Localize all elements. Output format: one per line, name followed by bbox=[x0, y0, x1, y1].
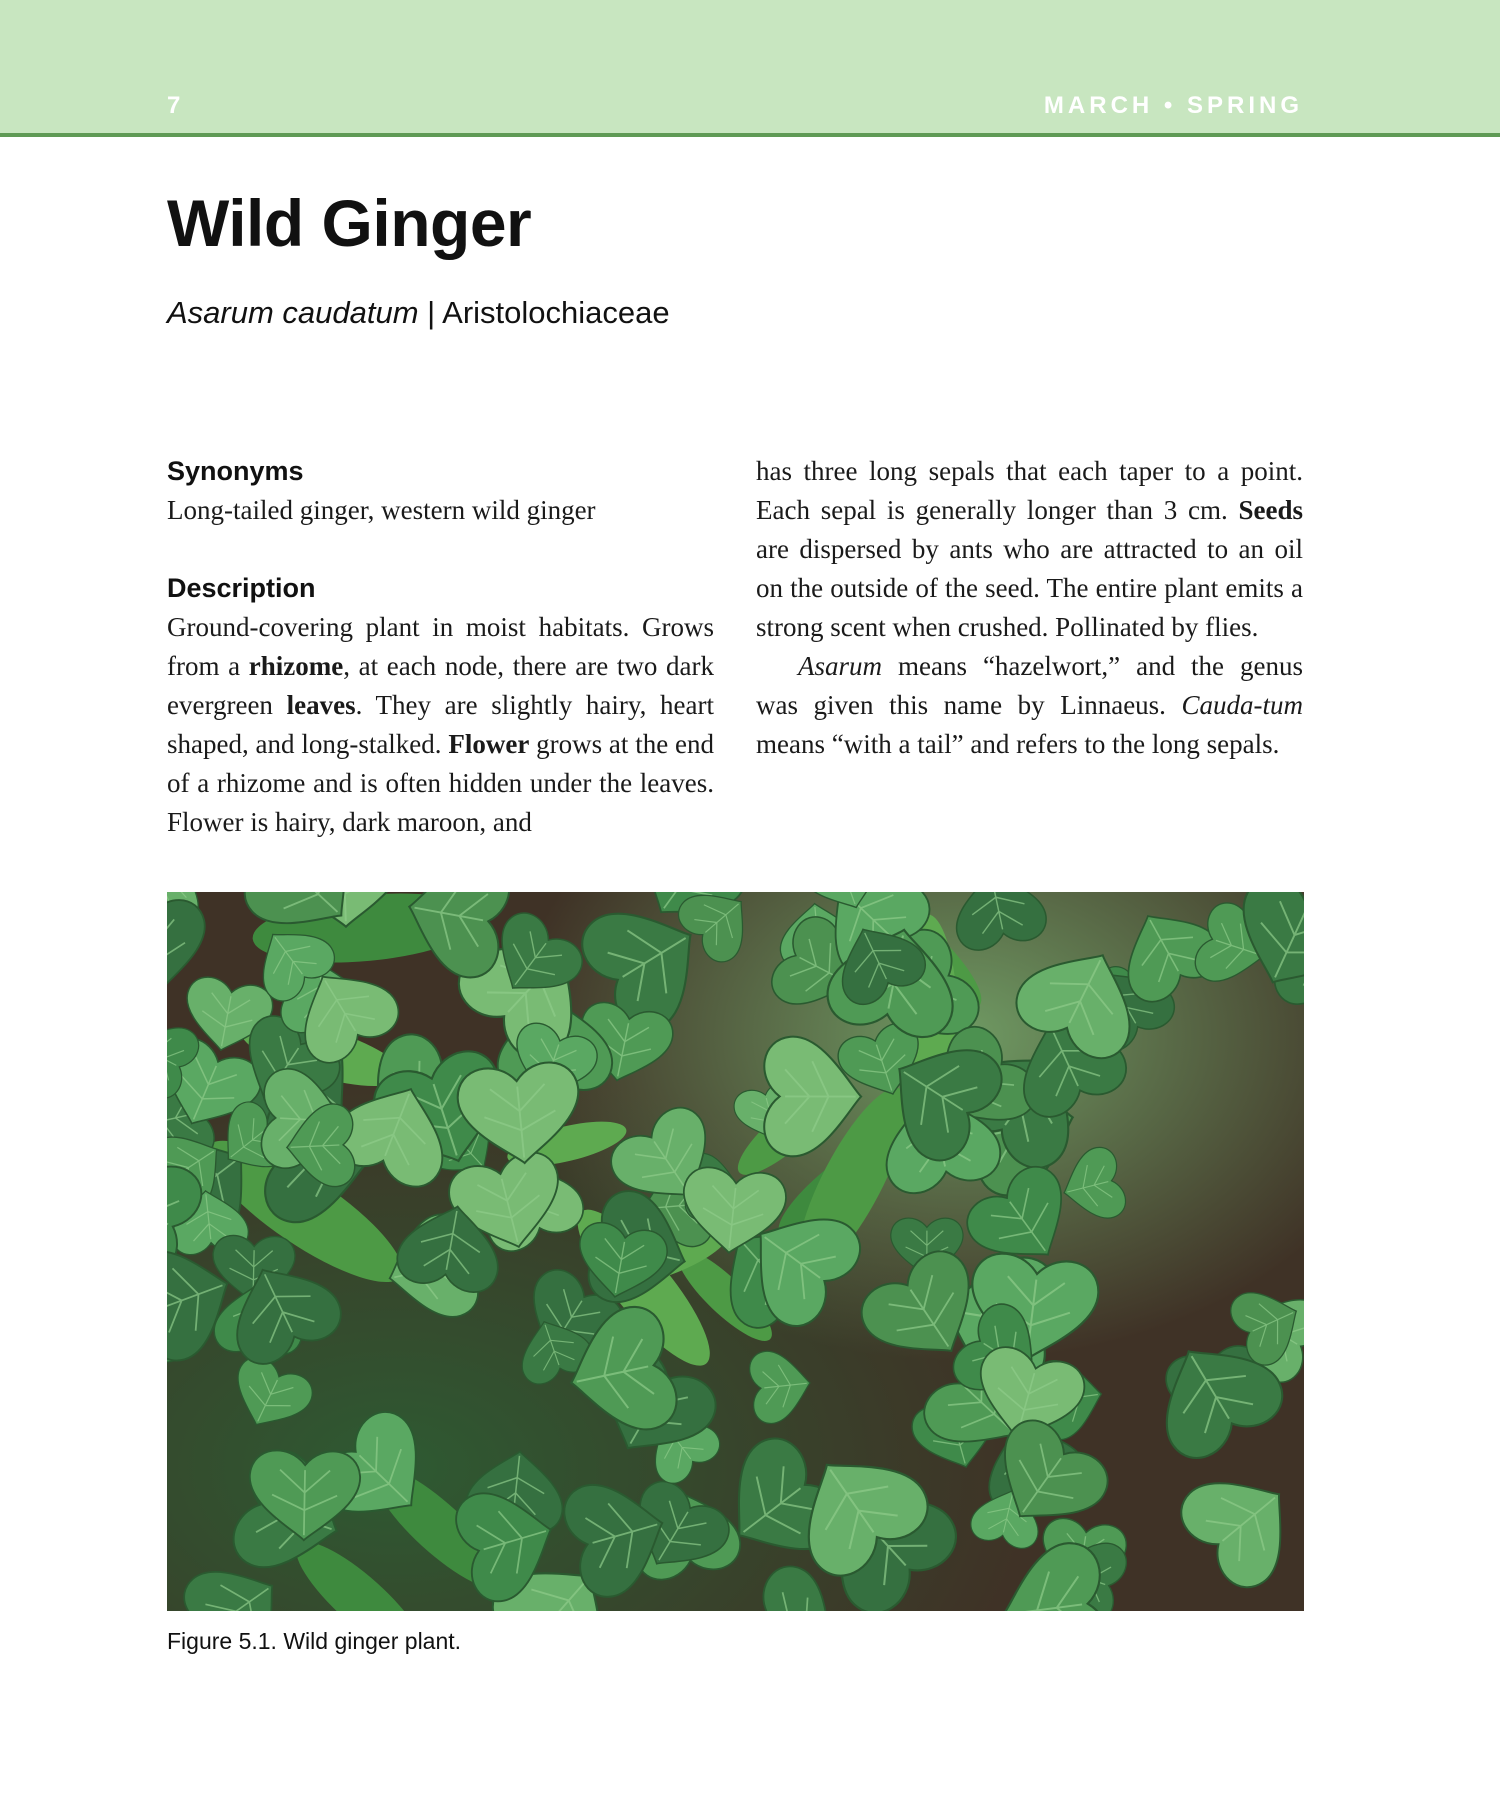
subtitle bbox=[167, 295, 670, 331]
description-heading: Description bbox=[167, 573, 316, 603]
figure-caption: Figure 5.1. Wild ginger plant. bbox=[167, 1628, 462, 1654]
scientific-name: Asarum caudatum bbox=[167, 295, 419, 330]
synonyms-text: Long-tailed ginger, western wild ginger bbox=[167, 495, 596, 525]
figure-photo bbox=[167, 892, 1304, 1611]
family-name: Aristolochiaceae bbox=[442, 295, 670, 330]
synonyms-heading: Synonyms bbox=[167, 456, 304, 486]
text-column-right bbox=[756, 452, 1303, 764]
description-paragraph-part-1: Ground-covering plant in moist habitats. Grows from a rhizome, at each node, there are two dark evergreen leaves. They are slightly hairy, heart shaped, and long-stalked. Flower grows at the end of a rhizome and is often hidden under the leaves. Flower is hairy, dark maroon, and bbox=[167, 612, 715, 837]
term-caudatum: Cauda-tum bbox=[1181, 690, 1303, 720]
page-title: Wild Ginger bbox=[167, 186, 532, 260]
etymology-paragraph: Asarum means “hazelwort,” and the genus was given this name by Linnaeus. Cauda-tum means “with a tail” and refers to the long sepals. bbox=[756, 651, 1303, 759]
term-rhizome: rhizome bbox=[248, 651, 344, 681]
term-leaves: leaves bbox=[286, 690, 356, 720]
header-band bbox=[0, 0, 1500, 137]
wild-ginger-leaves-image bbox=[167, 892, 1304, 1611]
subtitle-separator: | bbox=[418, 295, 443, 330]
term-asarum: Asarum bbox=[798, 651, 883, 681]
description-paragraph-part-2: has three long sepals that each taper to a point. Each sepal is generally longer than 3 cm. Seeds are dispersed by ants who are attracted to an oil on the outside of the seed. The entire plant emits a strong scent when crushed. Pollinated by flies. bbox=[756, 456, 1303, 642]
running-head: MARCH • SPRING bbox=[1043, 92, 1303, 119]
text-column-left bbox=[167, 452, 714, 842]
term-seeds: Seeds bbox=[1238, 495, 1303, 525]
term-flower: Flower bbox=[448, 729, 530, 759]
page-number: 7 bbox=[167, 92, 182, 119]
